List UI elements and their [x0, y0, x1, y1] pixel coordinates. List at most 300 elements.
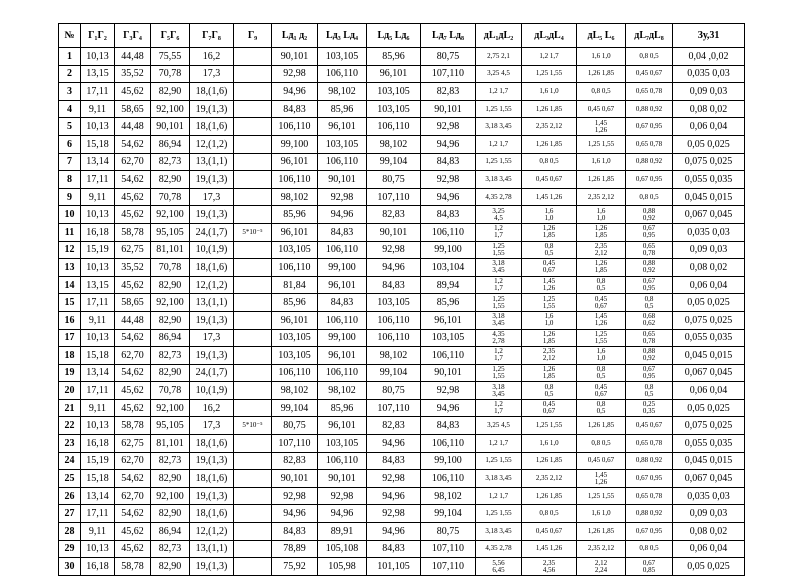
- table-cell: 92,98: [421, 382, 476, 400]
- table-cell: [234, 399, 272, 417]
- table-cell: 92,98: [367, 470, 421, 488]
- table-cell: 45,62: [115, 83, 151, 101]
- table-cell: 103,105: [318, 48, 367, 66]
- table-cell: 94,96: [272, 83, 318, 101]
- table-cell: 75,55: [151, 48, 190, 66]
- column-header: Lд₁ д₂: [272, 24, 318, 48]
- table-cell: 82,90: [151, 171, 190, 189]
- table-cell: 1,25 1,55: [476, 153, 522, 171]
- table-cell: 3,25 4,5: [476, 206, 522, 224]
- table-cell: 84,83: [272, 523, 318, 541]
- table-cell: 54,62: [115, 505, 151, 523]
- header-row: [59, 24, 745, 48]
- table-cell: 90,101: [272, 470, 318, 488]
- table-cell: 82,90: [151, 364, 190, 382]
- row-number: 17: [59, 329, 81, 347]
- table-cell: 90,101: [421, 364, 476, 382]
- table-cell: 106,110: [272, 171, 318, 189]
- table-row: [59, 487, 745, 505]
- table-cell: 0,09 0,03: [673, 505, 745, 523]
- table-cell: 0,67 0,95: [626, 118, 673, 136]
- table-cell: 10,13: [81, 206, 115, 224]
- row-number: 6: [59, 135, 81, 153]
- table-cell: 1,2 1,7: [476, 83, 522, 101]
- table-row: [59, 276, 745, 294]
- table-cell: 92,100: [151, 100, 190, 118]
- row-number: 1: [59, 48, 81, 66]
- table-cell: 0,88 0,92: [626, 452, 673, 470]
- table-cell: 70,78: [151, 65, 190, 83]
- table-row: [59, 470, 745, 488]
- table-cell: 98,102: [318, 83, 367, 101]
- table-cell: 94,96: [421, 399, 476, 417]
- table-cell: 84,83: [318, 223, 367, 241]
- table-cell: 80,75: [421, 48, 476, 66]
- table-cell: 96,101: [272, 223, 318, 241]
- table-cell: 15,18: [81, 470, 115, 488]
- table-row: [59, 100, 745, 118]
- column-header: №: [59, 24, 81, 48]
- table-cell: 1,25 1,55: [476, 452, 522, 470]
- table-cell: 19,(1,3): [190, 347, 234, 365]
- table-cell: 0,035 0,03: [673, 223, 745, 241]
- table-cell: 1,25 1,55: [577, 329, 626, 347]
- table-cell: 90,101: [421, 100, 476, 118]
- table-cell: 0,45 0,67: [577, 294, 626, 312]
- table-row: [59, 382, 745, 400]
- table-cell: 2,35 2,12: [577, 540, 626, 558]
- table-row: [59, 329, 745, 347]
- table-cell: 99,104: [367, 364, 421, 382]
- table-cell: 1,2 1,7: [476, 135, 522, 153]
- table-cell: 0,67 0,85: [626, 558, 673, 576]
- table-cell: 0,67 0,95: [626, 171, 673, 189]
- table-cell: 54,62: [115, 470, 151, 488]
- table-cell: 92,100: [151, 294, 190, 312]
- table-cell: 85,96: [272, 206, 318, 224]
- table-cell: 9,11: [81, 100, 115, 118]
- table-cell: 2,35 2,12: [522, 118, 577, 136]
- table-cell: 90,101: [272, 48, 318, 66]
- table-cell: 45,62: [115, 540, 151, 558]
- table-cell: 106,110: [367, 311, 421, 329]
- table-cell: 19,(1,3): [190, 452, 234, 470]
- table-cell: 0,45 0,67: [522, 259, 577, 277]
- table-cell: 84,83: [421, 153, 476, 171]
- table-cell: 0,04 ,0,02: [673, 48, 745, 66]
- table-cell: 17,3: [190, 188, 234, 206]
- table-row: [59, 452, 745, 470]
- table-cell: 84,83: [367, 452, 421, 470]
- table-cell: 98,102: [421, 487, 476, 505]
- table-cell: 94,96: [318, 206, 367, 224]
- table-cell: 95,105: [151, 417, 190, 435]
- table-cell: [234, 311, 272, 329]
- table-cell: 5,56 6,45: [476, 558, 522, 576]
- table-cell: [234, 558, 272, 576]
- table-cell: 13,14: [81, 364, 115, 382]
- table-cell: 0,45 0,67: [577, 382, 626, 400]
- table-cell: 12,(1,2): [190, 276, 234, 294]
- table-cell: 1,6 1,0: [577, 347, 626, 365]
- table-cell: 0,25 0,35: [626, 399, 673, 417]
- table-cell: [234, 347, 272, 365]
- table-cell: 0,88 0,92: [626, 505, 673, 523]
- table-cell: 106,110: [421, 470, 476, 488]
- table-cell: 0,45 0,67: [577, 100, 626, 118]
- table-cell: 96,101: [318, 347, 367, 365]
- table-cell: [234, 241, 272, 259]
- table-cell: 103,105: [367, 83, 421, 101]
- table-cell: 106,110: [272, 364, 318, 382]
- table-cell: 0,88 0,92: [626, 206, 673, 224]
- table-cell: 92,100: [151, 487, 190, 505]
- table-cell: 103,105: [272, 347, 318, 365]
- table-cell: 107,110: [421, 540, 476, 558]
- table-cell: 58,78: [115, 417, 151, 435]
- table-cell: 1,26 1,85: [522, 487, 577, 505]
- row-number: 11: [59, 223, 81, 241]
- table-cell: 5*10⁻⁵: [234, 223, 272, 241]
- row-number: 22: [59, 417, 81, 435]
- table-cell: 0,035 0,03: [673, 65, 745, 83]
- table-cell: 17,11: [81, 83, 115, 101]
- table-cell: 99,104: [421, 505, 476, 523]
- table-cell: 0,68 0,62: [626, 311, 673, 329]
- table-cell: 1,25 1,55: [476, 100, 522, 118]
- table-cell: 2,35 2,12: [577, 241, 626, 259]
- table-cell: 12,(1,2): [190, 523, 234, 541]
- table-row: [59, 135, 745, 153]
- table-cell: 98,102: [318, 382, 367, 400]
- table-cell: 10,13: [81, 540, 115, 558]
- table-cell: 19,(1,3): [190, 558, 234, 576]
- table-cell: 103,105: [367, 100, 421, 118]
- table-cell: [234, 65, 272, 83]
- table-cell: [234, 470, 272, 488]
- table-cell: 35,52: [115, 65, 151, 83]
- table-cell: 96,101: [421, 311, 476, 329]
- row-number: 7: [59, 153, 81, 171]
- table-cell: 2,12 2,24: [577, 558, 626, 576]
- table-cell: 99,104: [367, 153, 421, 171]
- table-cell: 1,6 1,0: [577, 206, 626, 224]
- row-number: 5: [59, 118, 81, 136]
- table-cell: 0,075 0,025: [673, 417, 745, 435]
- table-cell: 0,8 0,5: [577, 364, 626, 382]
- table-cell: 45,62: [115, 399, 151, 417]
- table-cell: 82,90: [151, 470, 190, 488]
- table-cell: 0,67 0,95: [626, 523, 673, 541]
- table-cell: 9,11: [81, 399, 115, 417]
- table-row: [59, 347, 745, 365]
- table-cell: 84,83: [318, 294, 367, 312]
- table-cell: 19,(1,3): [190, 487, 234, 505]
- table-cell: 107,110: [367, 188, 421, 206]
- table-cell: [234, 364, 272, 382]
- table-cell: 4,35 2,78: [476, 188, 522, 206]
- column-header: Г₃Г₄: [115, 24, 151, 48]
- row-number: 8: [59, 171, 81, 189]
- column-header: Lд₃ Lд₄: [318, 24, 367, 48]
- table-cell: 94,96: [272, 505, 318, 523]
- table-cell: 12,(1,2): [190, 135, 234, 153]
- table-cell: 62,70: [115, 452, 151, 470]
- table-cell: 103,105: [318, 135, 367, 153]
- table-cell: 82,73: [151, 347, 190, 365]
- table-cell: 0,045 0,015: [673, 452, 745, 470]
- table-cell: [234, 206, 272, 224]
- table-cell: 99,100: [318, 259, 367, 277]
- table-cell: 19,(1,3): [190, 206, 234, 224]
- table-cell: 106,110: [272, 118, 318, 136]
- table-cell: 89,91: [318, 523, 367, 541]
- table-row: [59, 206, 745, 224]
- table-cell: 78,89: [272, 540, 318, 558]
- table-cell: [234, 259, 272, 277]
- table-cell: 103,105: [421, 329, 476, 347]
- row-number: 3: [59, 83, 81, 101]
- table-cell: 45,62: [115, 206, 151, 224]
- table-cell: 10,13: [81, 329, 115, 347]
- table-cell: 3,18 3,45: [476, 171, 522, 189]
- table-cell: 86,94: [151, 523, 190, 541]
- table-cell: 0,65 0,78: [626, 241, 673, 259]
- table-cell: 3,18 3,45: [476, 259, 522, 277]
- table-cell: 1,6 1,0: [522, 311, 577, 329]
- table-cell: 3,25 4,5: [476, 417, 522, 435]
- table-cell: 0,88 0,92: [626, 347, 673, 365]
- table-cell: 0,055 0,035: [673, 435, 745, 453]
- table-cell: 1,6 1,0: [522, 206, 577, 224]
- table-cell: 58,65: [115, 294, 151, 312]
- table-cell: 44,48: [115, 118, 151, 136]
- table-row: [59, 118, 745, 136]
- table-cell: 90,101: [318, 470, 367, 488]
- table-cell: 0,45 0,67: [522, 523, 577, 541]
- table-cell: 0,08 0,02: [673, 259, 745, 277]
- table-cell: 98,102: [272, 382, 318, 400]
- table-cell: 54,62: [115, 364, 151, 382]
- table-cell: 0,65 0,78: [626, 329, 673, 347]
- table-cell: 0,08 0,02: [673, 100, 745, 118]
- table-cell: 3,18 3,45: [476, 523, 522, 541]
- table-cell: 1,25 1,55: [522, 294, 577, 312]
- table-cell: 106,110: [367, 118, 421, 136]
- table-cell: 0,8 0,5: [522, 241, 577, 259]
- table-cell: 17,11: [81, 294, 115, 312]
- table-cell: 106,110: [421, 435, 476, 453]
- table-cell: 92,98: [367, 505, 421, 523]
- table-cell: 1,25 1,55: [476, 294, 522, 312]
- table-cell: 15,19: [81, 241, 115, 259]
- table-cell: 0,67 0,95: [626, 364, 673, 382]
- table-cell: 0,05 0,025: [673, 558, 745, 576]
- table-cell: 1,26 1,85: [522, 100, 577, 118]
- table-cell: [234, 188, 272, 206]
- table-cell: 58,65: [115, 100, 151, 118]
- data-table: [58, 23, 745, 576]
- table-cell: 106,110: [318, 241, 367, 259]
- table-cell: 2,35 4,56: [522, 558, 577, 576]
- table-cell: 0,05 0,025: [673, 399, 745, 417]
- table-cell: 0,055 0,035: [673, 329, 745, 347]
- table-cell: 92,98: [318, 188, 367, 206]
- table-cell: 18,(1,6): [190, 118, 234, 136]
- table-cell: 18,(1,6): [190, 83, 234, 101]
- table-cell: 82,90: [151, 83, 190, 101]
- table-cell: 3,18 3,45: [476, 470, 522, 488]
- table-cell: 62,70: [115, 487, 151, 505]
- table-cell: 103,105: [318, 435, 367, 453]
- row-number: 13: [59, 259, 81, 277]
- table-cell: 1,26 1,85: [577, 65, 626, 83]
- table-cell: 94,96: [367, 523, 421, 541]
- table-cell: 2,35 2,12: [577, 188, 626, 206]
- table-cell: 1,26 1,85: [577, 171, 626, 189]
- table-cell: 16,18: [81, 435, 115, 453]
- table-cell: 0,8 0,5: [577, 276, 626, 294]
- column-header: дL₃дL₄: [522, 24, 577, 48]
- column-header: Г₉: [234, 24, 272, 48]
- table-cell: 94,96: [367, 487, 421, 505]
- table-cell: 96,101: [318, 417, 367, 435]
- table-cell: 62,70: [115, 153, 151, 171]
- table-cell: 24,(1,7): [190, 223, 234, 241]
- row-number: 19: [59, 364, 81, 382]
- row-number: 23: [59, 435, 81, 453]
- table-cell: 70,78: [151, 188, 190, 206]
- table-cell: 10,13: [81, 48, 115, 66]
- column-header: Lд₇ Lд₈: [421, 24, 476, 48]
- table-cell: 18,(1,6): [190, 259, 234, 277]
- table-cell: 92,98: [272, 65, 318, 83]
- table-cell: 0,65 0,78: [626, 83, 673, 101]
- row-number: 20: [59, 382, 81, 400]
- table-cell: 1,6 1,0: [577, 505, 626, 523]
- table-cell: 10,(1,9): [190, 382, 234, 400]
- table-cell: 1,26 1,85: [577, 523, 626, 541]
- table-cell: 106,110: [318, 452, 367, 470]
- table-cell: 3,18 3,45: [476, 118, 522, 136]
- table-cell: [234, 294, 272, 312]
- table-cell: 13,15: [81, 276, 115, 294]
- table-row: [59, 364, 745, 382]
- table-cell: [234, 540, 272, 558]
- table-cell: 85,96: [318, 100, 367, 118]
- row-number: 14: [59, 276, 81, 294]
- table-cell: 10,13: [81, 417, 115, 435]
- table-cell: 1,2 1,7: [476, 276, 522, 294]
- table-cell: 1,45 1,26: [522, 188, 577, 206]
- table-cell: 82,73: [151, 540, 190, 558]
- table-cell: 101,105: [367, 558, 421, 576]
- table-cell: 10,13: [81, 259, 115, 277]
- table-cell: 0,65 0,78: [626, 435, 673, 453]
- table-cell: 13,14: [81, 153, 115, 171]
- table-cell: 70,78: [151, 382, 190, 400]
- table-cell: 54,62: [115, 135, 151, 153]
- table-cell: 17,3: [190, 329, 234, 347]
- table-cell: 0,055 0,035: [673, 171, 745, 189]
- row-number: 30: [59, 558, 81, 576]
- table-cell: 107,110: [421, 65, 476, 83]
- table-cell: 2,75 2,1: [476, 48, 522, 66]
- table-cell: 94,96: [318, 505, 367, 523]
- table-cell: 0,45 0,67: [626, 65, 673, 83]
- table-cell: 82,83: [367, 417, 421, 435]
- table-cell: 92,100: [151, 399, 190, 417]
- table-cell: 82,90: [151, 505, 190, 523]
- table-cell: 1,25 1,55: [476, 364, 522, 382]
- table-cell: [234, 487, 272, 505]
- row-number: 16: [59, 311, 81, 329]
- table-cell: 0,05 0,025: [673, 294, 745, 312]
- table-cell: 0,06 0,04: [673, 276, 745, 294]
- table-cell: 89,94: [421, 276, 476, 294]
- table-cell: [234, 505, 272, 523]
- table-row: [59, 417, 745, 435]
- table-cell: 0,08 0,02: [673, 523, 745, 541]
- table-cell: 84,83: [421, 417, 476, 435]
- column-header: Г₅Г₆: [151, 24, 190, 48]
- table-cell: 1,26 1,85: [522, 329, 577, 347]
- table-cell: 1,6 1,0: [522, 435, 577, 453]
- table-cell: 13,(1,1): [190, 540, 234, 558]
- table-cell: 106,110: [421, 347, 476, 365]
- table-cell: 0,67 0,95: [626, 470, 673, 488]
- table-cell: 4,35 2,78: [476, 540, 522, 558]
- table-cell: 1,26 1,85: [522, 223, 577, 241]
- table-cell: 1,25 1,55: [476, 241, 522, 259]
- table-cell: 1,2 1,7: [476, 435, 522, 453]
- table-cell: 0,8 0,5: [577, 435, 626, 453]
- row-number: 21: [59, 399, 81, 417]
- table-cell: 58,78: [115, 223, 151, 241]
- table-cell: 81,101: [151, 435, 190, 453]
- table-cell: 18,(1,6): [190, 470, 234, 488]
- table-cell: 1,25 1,55: [577, 487, 626, 505]
- table-cell: 84,83: [272, 100, 318, 118]
- table-cell: 0,8 0,5: [522, 382, 577, 400]
- table-cell: 45,62: [115, 188, 151, 206]
- table-cell: 0,8 0,5: [626, 188, 673, 206]
- table-cell: 24,(1,7): [190, 364, 234, 382]
- table-cell: 16,2: [190, 48, 234, 66]
- table-cell: 1,26 1,85: [522, 364, 577, 382]
- table-cell: 106,110: [272, 259, 318, 277]
- table-cell: 0,075 0,025: [673, 153, 745, 171]
- table-cell: 99,100: [272, 135, 318, 153]
- table-cell: 70,78: [151, 259, 190, 277]
- table-cell: 106,110: [318, 311, 367, 329]
- table-cell: 92,100: [151, 206, 190, 224]
- table-cell: [234, 100, 272, 118]
- table-cell: 18,(1,6): [190, 435, 234, 453]
- table-cell: 0,8 0,5: [577, 399, 626, 417]
- table-cell: 80,75: [421, 523, 476, 541]
- table-cell: 103,105: [272, 329, 318, 347]
- table-cell: 1,26 1,85: [522, 135, 577, 153]
- table-cell: [234, 118, 272, 136]
- table-cell: 1,45 1,26: [577, 470, 626, 488]
- table-cell: 0,45 0,67: [522, 399, 577, 417]
- table-cell: 90,101: [151, 118, 190, 136]
- table-cell: 54,62: [115, 329, 151, 347]
- table-row: [59, 259, 745, 277]
- table-cell: 0,045 0,015: [673, 188, 745, 206]
- table-cell: 17,11: [81, 171, 115, 189]
